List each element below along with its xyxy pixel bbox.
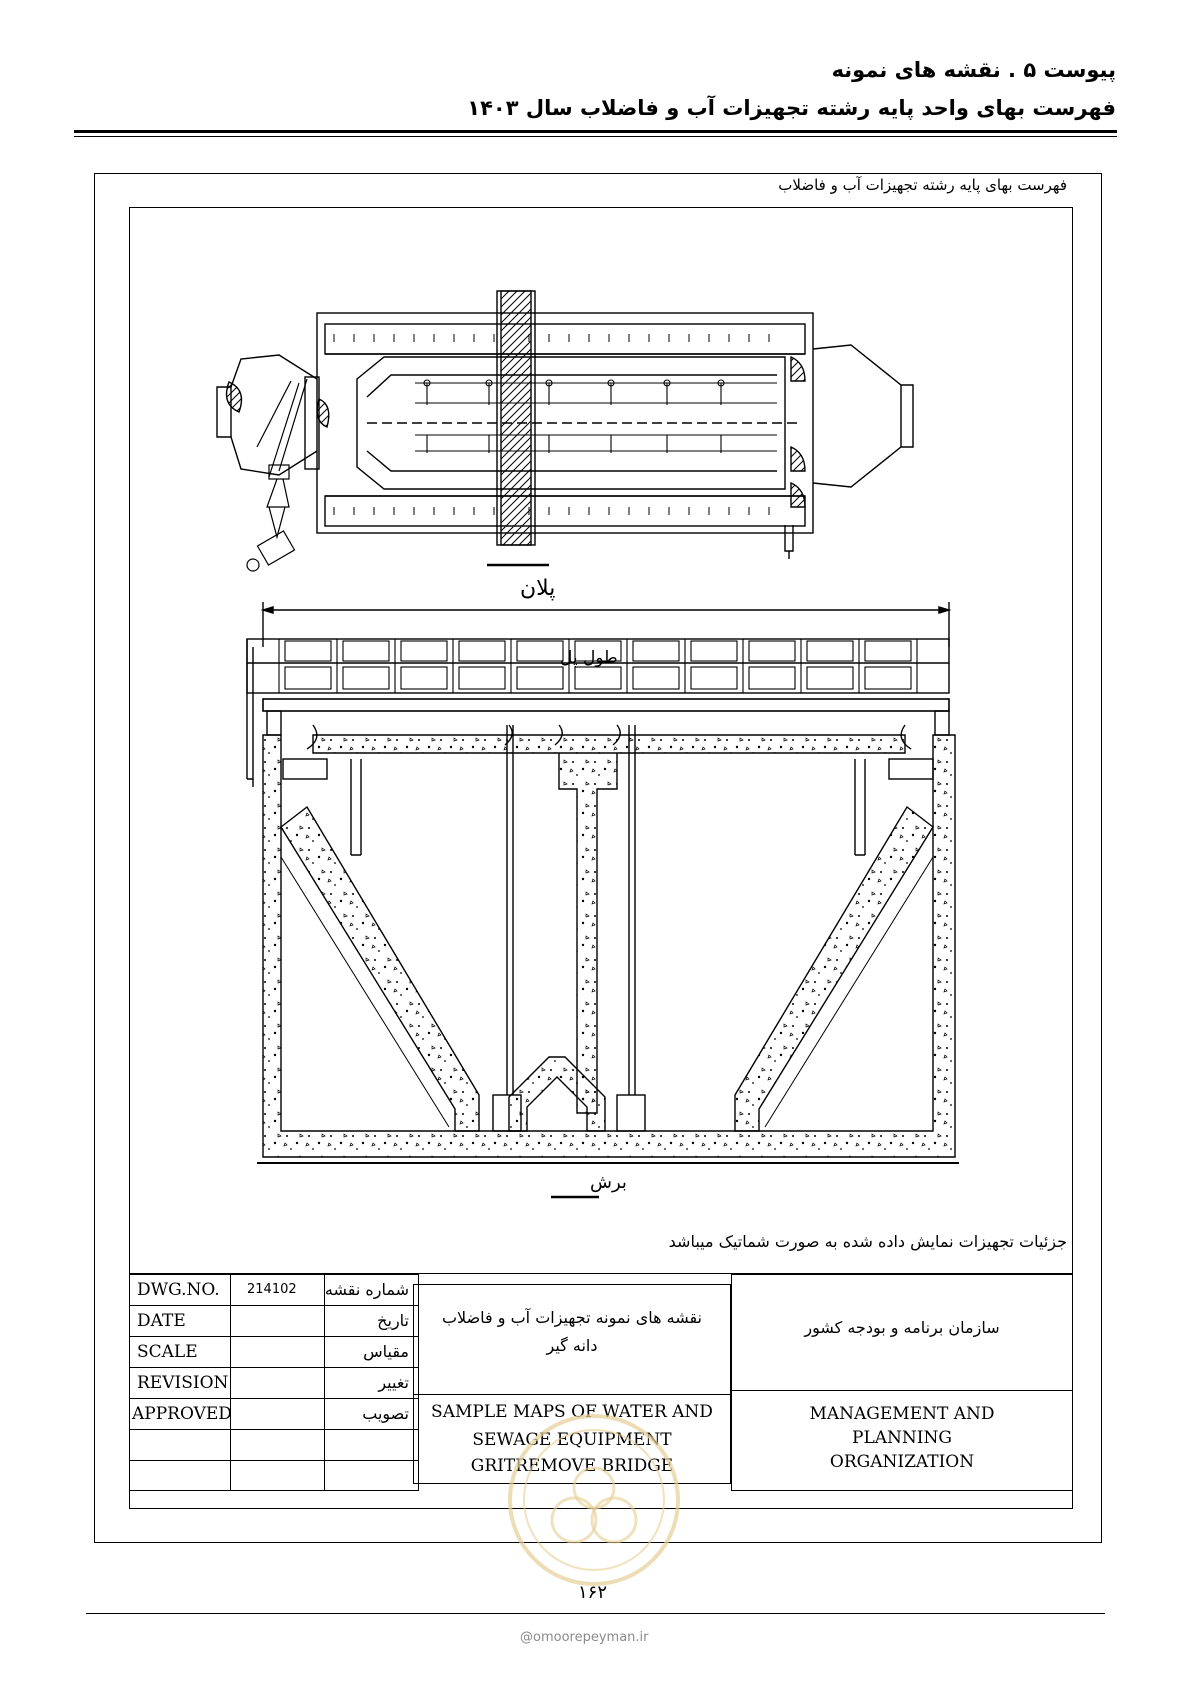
tb-cell bbox=[324, 1429, 419, 1461]
schematic-note: جزئیات تجهیزات نمایش داده شده به صورت شماتیک میباشد bbox=[668, 1232, 1067, 1251]
watermark-seal-icon bbox=[504, 1410, 684, 1590]
website-watermark: @omoorepeyman.ir bbox=[520, 1630, 649, 1645]
tb-cell bbox=[230, 1305, 325, 1337]
header-rule-thin bbox=[74, 136, 1117, 137]
technical-drawing bbox=[129, 207, 1073, 1273]
project-title-en-2: SEWAGE EQUIPMENT bbox=[472, 1430, 672, 1450]
tb-cell bbox=[230, 1336, 325, 1368]
project-divider bbox=[413, 1394, 731, 1395]
tb-label-date-fa: تاریخ bbox=[377, 1311, 409, 1330]
header-line-2: فهرست بهای واحد پایه رشته تجهیزات آب و فاضلاب سال ۱۴۰۳ bbox=[467, 96, 1116, 120]
tb-cell bbox=[230, 1460, 325, 1491]
tb-label-revision-fa: تغییر bbox=[378, 1373, 409, 1392]
tb-label-scale-fa: مقیاس bbox=[363, 1342, 409, 1361]
tb-label-dwgno: DWG.NO. bbox=[137, 1280, 220, 1300]
header-line-1: پیوست ۵ . نقشه های نمونه bbox=[831, 58, 1116, 82]
plan-view bbox=[217, 291, 913, 571]
project-title-fa: نقشه های نمونه تجهیزات آب و فاضلاب bbox=[441, 1308, 703, 1327]
project-subtitle-fa: دانه گیر bbox=[546, 1336, 598, 1355]
tb-label-date: DATE bbox=[137, 1311, 186, 1331]
tb-label-approved-fa: تصویب bbox=[362, 1404, 409, 1423]
tb-label-revision: REVISION bbox=[137, 1373, 229, 1393]
tb-cell bbox=[230, 1367, 325, 1399]
tb-label-approved: APPROVED bbox=[132, 1404, 232, 1424]
page-number: ۱۶۲ bbox=[578, 1582, 608, 1603]
sheet-title: فهرست بهای پایه رشته تجهیزات آب و فاضلاب bbox=[778, 176, 1067, 194]
tb-cell bbox=[129, 1460, 231, 1491]
tb-label-dwgno-fa: شماره نقشه bbox=[324, 1280, 409, 1299]
organization-name-fa: سازمان برنامه و بودجه کشور bbox=[804, 1318, 1000, 1337]
tb-value-dwgno: 214102 bbox=[247, 1282, 297, 1297]
organization-name-en-1: MANAGEMENT AND bbox=[809, 1404, 995, 1424]
tb-label-scale: SCALE bbox=[137, 1342, 198, 1362]
section-label: برش bbox=[590, 1172, 627, 1193]
project-title-en-3: GRITREMOVE BRIDGE bbox=[470, 1456, 674, 1476]
bridge-length-label: طول پل bbox=[560, 648, 618, 668]
tb-cell bbox=[324, 1460, 419, 1491]
organization-divider bbox=[731, 1390, 1073, 1391]
tb-cell bbox=[230, 1429, 325, 1461]
header-rule-thick bbox=[74, 130, 1117, 133]
plan-label: پلان bbox=[520, 576, 556, 601]
organization-name-en-2: PLANNING bbox=[852, 1428, 952, 1448]
section-view bbox=[247, 602, 959, 1163]
project-title-en-1: SAMPLE MAPS OF WATER AND bbox=[431, 1402, 713, 1422]
tb-cell bbox=[230, 1398, 325, 1430]
tb-cell bbox=[129, 1429, 231, 1461]
footer-rule bbox=[86, 1613, 1105, 1614]
organization-name-en-3: ORGANIZATION bbox=[829, 1452, 975, 1472]
